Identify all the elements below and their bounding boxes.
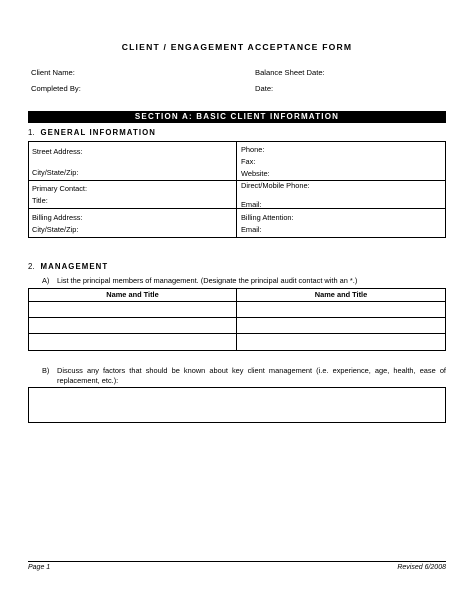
completed-by-label: Completed By: [31, 84, 81, 93]
row-divider [29, 208, 445, 209]
billing-attention-field[interactable]: Billing Attention: [241, 213, 294, 222]
billing-email-field[interactable]: Email: [241, 225, 262, 234]
client-name-label: Client Name: [31, 68, 75, 77]
website-field[interactable]: Website: [241, 169, 270, 178]
general-info-table [28, 141, 446, 238]
revision-date: Revised 6/2008 [397, 564, 446, 571]
item-a-text: List the principal members of management. (Designate the principal audit contact with an *.) [57, 276, 358, 285]
name-title-header-2: Name and Title [314, 290, 368, 299]
email-field[interactable]: Email: [241, 200, 262, 209]
billing-city-state-zip-field[interactable]: City/State/Zip: [32, 225, 79, 234]
phone-field[interactable]: Phone: [241, 145, 265, 154]
item-b-text: Discuss any factors that should be known about key client management (i.e. experience, age, health, ease of replacement, etc.): [57, 366, 446, 385]
management-row-2-cell-2[interactable] [237, 318, 445, 333]
fax-field[interactable]: Fax: [241, 157, 256, 166]
city-state-zip-field[interactable]: City/State/Zip: [32, 168, 79, 177]
date-label: Date: [255, 84, 274, 93]
management-table [28, 288, 446, 351]
management-row-3-cell-1[interactable] [29, 334, 236, 350]
contact-title-field[interactable]: Title: [32, 196, 48, 205]
management-heading [28, 262, 108, 271]
management-row-3-cell-2[interactable] [237, 334, 445, 350]
general-info-title: GENERAL INFORMATION [40, 128, 156, 137]
name-title-header-1: Name and Title [106, 290, 159, 299]
street-address-field[interactable]: Street Address: [32, 147, 83, 156]
item-b-letter: B) [42, 366, 50, 375]
management-row-1-cell-1[interactable] [29, 302, 236, 317]
section-a-bar: SECTION A: BASIC CLIENT INFORMATION [28, 111, 446, 123]
direct-mobile-phone-field[interactable]: Direct/Mobile Phone: [241, 181, 310, 190]
column-divider [236, 142, 237, 237]
general-info-number: 1. [28, 128, 35, 137]
management-title: MANAGEMENT [40, 262, 109, 271]
row-divider [29, 180, 445, 181]
management-number: 2. [28, 262, 35, 271]
general-info-heading [28, 128, 156, 137]
management-row-2-cell-1[interactable] [29, 318, 236, 333]
key-management-factors-box[interactable] [28, 387, 446, 423]
management-row-1-cell-2[interactable] [237, 302, 445, 317]
item-a-letter: A) [42, 276, 50, 285]
balance-sheet-date-label: Balance Sheet Date: [255, 68, 325, 77]
footer-rule [28, 561, 446, 562]
billing-address-field[interactable]: Billing Address: [32, 213, 83, 222]
primary-contact-field[interactable]: Primary Contact: [32, 184, 88, 193]
page-number: Page 1 [28, 564, 51, 571]
form-title: CLIENT / ENGAGEMENT ACCEPTANCE FORM [121, 42, 353, 52]
